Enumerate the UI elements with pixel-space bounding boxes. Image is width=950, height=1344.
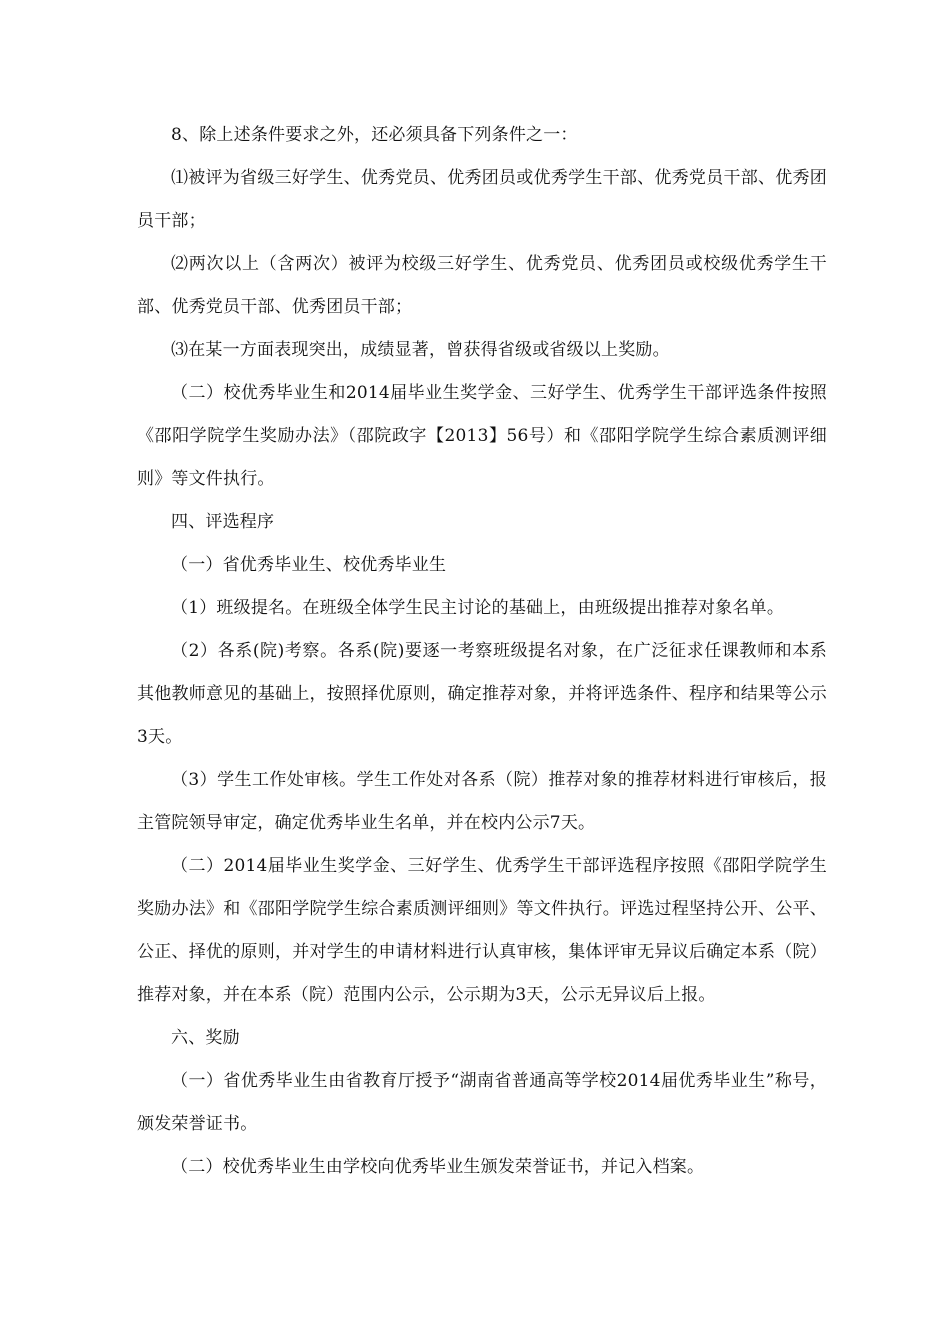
paragraph-school-criteria: （二）校优秀毕业生和2014届毕业生奖学金、三好学生、优秀学生干部评选条件按照《邵阳学院学生奖励办法》（邵院政字【2013】56号）和《邵阳学院学生综合素质测评细则》等文件执行。: [137, 383, 827, 489]
section-heading-awards: 六、奖励: [171, 1028, 240, 1048]
paragraph-condition-8-2: ⑵两次以上（含两次）被评为校级三好学生、优秀党员、优秀团员或校级优秀学生干部、优秀党员干部、优秀团员干部；: [137, 254, 827, 317]
paragraph-condition-8-3: ⑶在某一方面表现突出，成绩显著，曾获得省级或省级以上奖励。: [171, 340, 670, 360]
section-heading-procedure: 四、评选程序: [171, 512, 275, 532]
paragraph-award-1: （一）省优秀毕业生由省教育厅授予“湖南省普通高等学校2014届优秀毕业生”称号，颁发荣誉证书。: [137, 1071, 827, 1134]
paragraph-step-1: （1）班级提名。在班级全体学生民主讨论的基础上，由班级提出推荐对象名单。: [171, 598, 785, 618]
paragraph-step-3: （3）学生工作处审核。学生工作处对各系（院）推荐对象的推荐材料进行审核后，报主管院领导审定，确定优秀毕业生名单，并在校内公示7天。: [137, 770, 827, 833]
paragraph-condition-8: 8、除上述条件要求之外，还必须具备下列条件之一：: [171, 125, 578, 145]
paragraph-procedure-2: （二）2014届毕业生奖学金、三好学生、优秀学生干部评选程序按照《邵阳学院学生奖励办法》和《邵阳学院学生综合素质测评细则》等文件执行。评选过程坚持公开、公平、公正、择优的原则，并对学生的申请材料进行认真审核，集体评审无异议后确定本系（院）推荐对象，并在本系（院）范围内公示，公示期为3天，公示无异议后上报。: [137, 856, 827, 1005]
subheading-graduates: （一）省优秀毕业生、校优秀毕业生: [171, 555, 447, 575]
document-body: [137, 114, 827, 1189]
paragraph-condition-8-1: ⑴被评为省级三好学生、优秀党员、优秀团员或优秀学生干部、优秀党员干部、优秀团员干部；: [137, 168, 827, 231]
paragraph-award-2: （二）校优秀毕业生由学校向优秀毕业生颁发荣誉证书，并记入档案。: [171, 1157, 705, 1177]
paragraph-step-2: （2）各系(院)考察。各系(院)要逐一考察班级提名对象，在广泛征求任课教师和本系其他教师意见的基础上，按照择优原则，确定推荐对象，并将评选条件、程序和结果等公示3天。: [137, 641, 827, 747]
